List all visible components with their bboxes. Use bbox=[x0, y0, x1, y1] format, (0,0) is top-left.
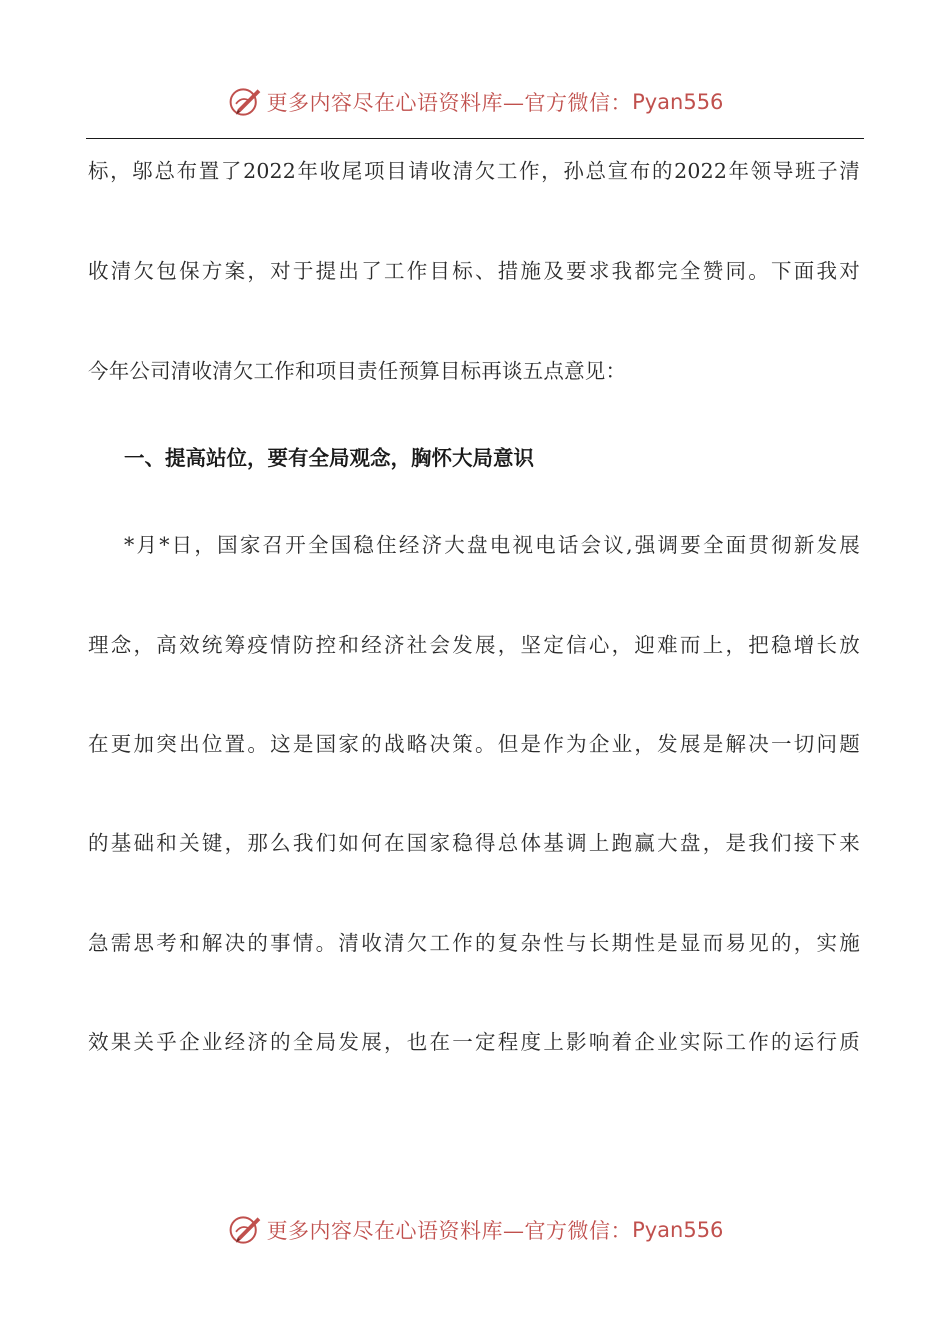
paragraph-line: 急需思考和解决的事情。清收清欠工作的复杂性与长期性是显而易见的，实施 bbox=[88, 931, 860, 955]
section-heading: 一、提高站位，要有全局观念，胸怀大局意识 bbox=[124, 446, 534, 470]
footer-banner bbox=[0, 1208, 950, 1252]
paragraph-line: *月*日，国家召开全国稳住经济大盘电视电话会议,强调要全面贯彻新发展 bbox=[124, 533, 860, 557]
pen-logo-icon bbox=[227, 84, 263, 120]
header-banner bbox=[0, 80, 950, 124]
paragraph-line: 今年公司清收清欠工作和项目责任预算目标再谈五点意见： bbox=[88, 359, 627, 383]
paragraph-line: 理念，高效统筹疫情防控和经济社会发展，坚定信心，迎难而上，把稳增长放 bbox=[88, 633, 860, 657]
paragraph-line: 收清欠包保方案，对于提出了工作目标、措施及要求我都完全赞同。下面我对 bbox=[88, 259, 860, 283]
footer-wechat-id: Pyan556 bbox=[632, 1218, 724, 1242]
paragraph-line: 在更加突出位置。这是国家的战略决策。但是作为企业，发展是解决一切问题 bbox=[88, 732, 860, 756]
footer-banner-text: 更多内容尽在心语资料库—官方微信： bbox=[266, 1219, 633, 1243]
header-wechat-id: Pyan556 bbox=[632, 90, 724, 114]
header-banner-text: 更多内容尽在心语资料库—官方微信： bbox=[266, 91, 633, 115]
header-divider bbox=[86, 138, 864, 139]
pen-logo-icon bbox=[227, 1212, 263, 1248]
paragraph-line: 标，邬总布置了2022年收尾项目请收清欠工作，孙总宣布的2022年领导班子清 bbox=[88, 159, 860, 183]
paragraph-line: 的基础和关键，那么我们如何在国家稳得总体基调上跑赢大盘，是我们接下来 bbox=[88, 831, 860, 855]
paragraph-line: 效果关乎企业经济的全局发展，也在一定程度上影响着企业实际工作的运行质 bbox=[88, 1030, 860, 1054]
